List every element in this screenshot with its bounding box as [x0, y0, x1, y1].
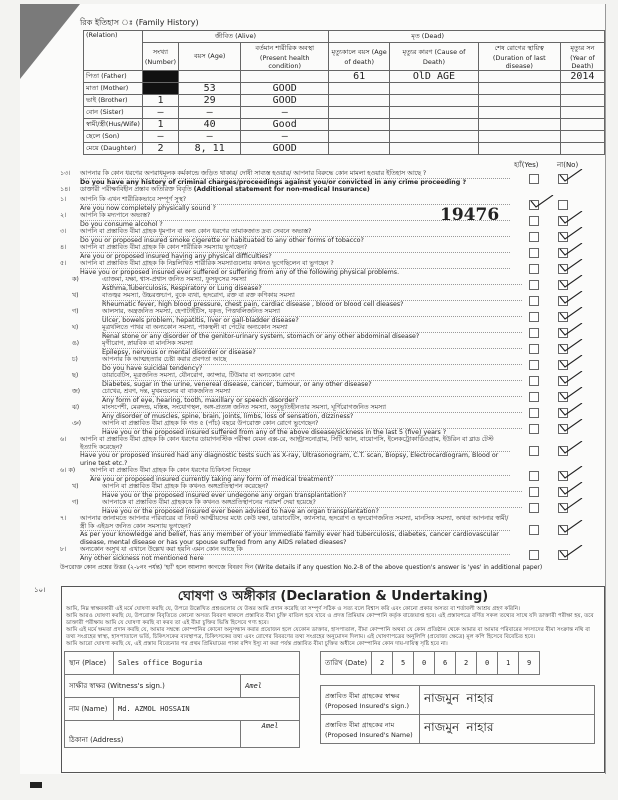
question-item — [60, 436, 605, 467]
date-digit[interactable]: 5 — [393, 652, 414, 675]
checkmark-icon — [559, 338, 583, 352]
cell-health[interactable]: GOOD — [241, 143, 329, 155]
question-number: ৬। — [60, 436, 67, 443]
cell-health[interactable]: GOOD — [241, 95, 329, 107]
cell-relation: মেয়ে (Daughter) — [84, 143, 143, 155]
insured-sign-label-bn: প্রস্তাবিত বীমা গ্রাহকের স্বাক্ষর — [325, 691, 400, 700]
question-en: Renal stone or any disorder of the genitor-urinary system, stomach or any other abdominal disease? — [102, 332, 420, 340]
question-en: Are you or proposed insured currently taking any form of medical treatment? — [90, 475, 334, 483]
cell-age-death[interactable] — [329, 95, 390, 107]
question-item — [60, 276, 605, 292]
cell-duration[interactable] — [478, 107, 560, 119]
checkmark-icon — [559, 465, 583, 479]
checkmark-icon — [559, 544, 583, 558]
col-health: বর্তমান শারীরিক অবস্থা (Present health condition) — [241, 43, 329, 71]
cell-year[interactable]: 2014 — [560, 71, 604, 83]
cell-duration[interactable] — [478, 119, 560, 131]
checkbox-yes[interactable] — [529, 280, 539, 290]
cell-number[interactable]: 1 — [142, 119, 178, 131]
cell-number[interactable] — [142, 83, 178, 95]
question-bn: আপনার কি আত্মহত্যার চেষ্টা করার প্রবণতা আছে — [102, 356, 522, 365]
checkmark-icon — [559, 497, 583, 511]
cell-cause[interactable] — [390, 83, 478, 95]
cell-cause[interactable] — [390, 143, 478, 155]
question-bn: আপনি বা প্রস্তাবিত বীমা গ্রাহক কি গত ৫ (পাঁচ) বছরে উপরোক্ত কোন রোগে ভুগেছেন? — [102, 420, 522, 429]
question-en: Have you or the proposed insured ever undegone any organ transplantation? — [102, 491, 347, 499]
place-witness-table — [64, 651, 300, 748]
question-item — [60, 420, 605, 436]
witness-label: সাক্ষীর স্বাক্ষর (Witness's sign.) — [65, 675, 241, 698]
question-bn: আপনি কি মদ্যপানে অভ্যস্ত? — [80, 212, 510, 221]
family-row — [84, 83, 605, 95]
question-en: Have you or the proposed insured ever been advised to have an organ transplantation? — [102, 507, 379, 515]
question-item — [60, 340, 605, 356]
declaration-title: ঘোষণা ও অঙ্গীকার (Declaration & Undertaking) — [177, 589, 489, 604]
question-item — [60, 196, 605, 212]
declaration-box — [61, 586, 605, 773]
declaration-para-2: আমি আরও ঘোষণা করছি যে, উপরোক্ত বিবৃতিতে কোনো অসত্য বিবরণ থাকলে প্রস্তাবিত বীমা চুক্তি বাতিল হয়ে যাবে ও প্রদত্ত প্রিমিয়াম কোম্পানি কর্তৃক বাজেয়াপ্ত হবে। এই প্রস্তাবপত্রে বর্ণিত সকল তথ্যের সাথে যদি ডাক্তারী পরীক্ষা হয়, তবে ডাক্তারী পরীক্ষায় আমি যে ঘোষণা করছি বা করব তা এই বীমা চুক্তির ভিত্তি হিসেবে গণ্য হবে। — [66, 613, 594, 626]
question-number: ৮। — [60, 546, 67, 553]
question-number: ১। — [60, 196, 67, 203]
checkmark-icon — [559, 440, 583, 454]
checkbox-yes[interactable] — [529, 392, 539, 402]
question-bn: আপনাকে বা প্রস্তাবিত বীমা গ্রাহককে কি কখনও অঙ্গপ্রতিস্থাপনের পরামর্শ দেয়া হয়েছে? — [102, 499, 522, 508]
question-number: ঙ) — [72, 340, 80, 347]
folded-corner — [20, 4, 80, 79]
checkbox-yes[interactable] — [529, 424, 539, 434]
checkbox-yes[interactable] — [529, 550, 539, 560]
checkmark-icon — [559, 354, 583, 368]
cell-health[interactable]: — — [241, 107, 329, 119]
cell-age-death[interactable] — [329, 83, 390, 95]
cell-relation: পিতা (Father) — [84, 71, 143, 83]
cell-year[interactable] — [560, 119, 604, 131]
insured-signature[interactable]: নাজমুন নাহার — [420, 686, 595, 715]
question-en: Do you or proposed insured smoke cigerette or habituated to any other forms of tobacco? — [80, 236, 364, 244]
question-bn: আপনি বা প্রস্তাবিত বীমা গ্রাহক ধূমপান বা অন্য কোন ধরণের তামাকজাত দ্রব্য সেবনে অভ্যস্ত? — [80, 228, 510, 237]
no-header: না(No) — [557, 161, 579, 169]
cell-relation: বোন (Sister) — [84, 107, 143, 119]
cell-health[interactable]: GOOD — [241, 83, 329, 95]
question-bn: আপনি বা প্রস্তাবিত বীমা গ্রাহক কি কোন ধরণের চিকিৎসা নিচ্ছেন — [90, 467, 510, 476]
col-number: সংখ্যা (Number) — [142, 43, 178, 71]
cell-number[interactable]: — — [142, 107, 178, 119]
question-bn: আপনি বা প্রস্তাবিত বীমা গ্রাহক কি কখনও অঙ্গপ্রতিস্থাপন করেছেন? — [102, 483, 522, 492]
cell-cause[interactable] — [390, 119, 478, 131]
cell-age-death[interactable] — [329, 119, 390, 131]
question-bn: আপনার কি কোন ধরণের অপরাধমূলক কর্মকান্ডে জড়িত থাকার/ দোষী সাব্যস্ত হওয়ার/ আপনার বিরুদ্ধে কোন মামলা হওয়ার ইতিহাস আছে ? — [80, 170, 510, 179]
question-number: গ) — [72, 499, 79, 506]
cell-age[interactable] — [179, 71, 241, 83]
cell-cause[interactable]: OlD AGE — [390, 71, 478, 83]
question-bn: আলসার, অন্ত্রজনিত সমস্যা, হেপাটাইটিস, যকৃত, পিত্তথলিজনিত সমস্যা — [102, 308, 522, 317]
checkmark-icon — [559, 402, 583, 416]
checkbox-yes[interactable] — [529, 296, 539, 306]
question-bn: আপনি বা প্রস্তাবিত বীমা গ্রাহক কি কোন শারীরিক সমস্যায় ভুগছেন? — [80, 244, 510, 253]
question-bn: মৃগীরোগ, স্নায়বিক বা মানসিক সমস্যা — [102, 340, 522, 349]
question-item — [60, 292, 605, 308]
cell-age-death[interactable] — [329, 131, 390, 143]
question-en: As per your knowledge and belief, has any member of your immediate family ever had tuberculosis, diabetes, cancer cardiovascular disease, mental disease or has your spouse suffered from any AIDS related dieases? — [80, 531, 499, 546]
checkbox-yes[interactable] — [529, 216, 539, 226]
alive-header: জীবিত (Alive) — [142, 31, 328, 43]
col-age: বয়স (Age) — [179, 43, 241, 71]
question-en: Do you have suicidal tendency? — [102, 364, 203, 372]
checkmark-icon — [559, 481, 583, 495]
checkbox-yes[interactable] — [529, 312, 539, 322]
question-en: (Additional statement for non-medical Insurance) — [193, 186, 370, 193]
scan-mark — [30, 782, 42, 788]
date-digit[interactable]: 9 — [519, 652, 540, 675]
insured-name-label-en: (Proposed Insured's Name) — [325, 730, 413, 739]
question-item — [60, 308, 605, 324]
date-digit[interactable]: 6 — [435, 652, 456, 675]
question-number: ক) — [72, 276, 79, 283]
checkbox-yes[interactable] — [529, 471, 539, 481]
name-value[interactable]: Md. AZMOL HOSSAIN — [114, 698, 300, 721]
question-en: Do you have any history of criminal charges/proceedings against you/or convicted in any crime proceeding ? — [80, 178, 467, 186]
question-bn: আপনি কি এখন শারীরিকভাবে সম্পূর্ণ সুস্থ? — [80, 196, 510, 205]
question-number: ঞ) — [72, 420, 82, 427]
cell-age[interactable]: — — [179, 107, 241, 119]
checkbox-no[interactable] — [558, 200, 568, 210]
cell-relation: ছেলে (Son) — [84, 131, 143, 143]
place-value[interactable]: Sales office Boguria — [114, 652, 300, 675]
col-relation: (Relation) — [84, 31, 143, 71]
question-number: ঘ) — [72, 324, 79, 331]
question-item — [60, 170, 605, 186]
question-en: Epilepsy, nervous or mental disorder or disease? — [102, 348, 256, 356]
checkmark-icon — [559, 418, 583, 432]
checkmark-icon — [559, 226, 583, 240]
cell-cause[interactable] — [390, 95, 478, 107]
checkmark-icon — [559, 290, 583, 304]
checkbox-yes[interactable] — [529, 248, 539, 258]
cell-year[interactable] — [560, 83, 604, 95]
checkbox-yes[interactable] — [529, 174, 539, 184]
question-item — [60, 324, 605, 340]
question-en: Diabetes, sugar in the urine, venereal disease, cancer, tumour, or any other disease? — [102, 380, 372, 388]
cell-year[interactable] — [560, 107, 604, 119]
checkbox-yes[interactable] — [529, 408, 539, 418]
cell-number[interactable] — [142, 71, 178, 83]
question-number: ১৩। — [60, 170, 71, 177]
place-label: স্থান (Place) — [65, 652, 114, 675]
checkbox-yes[interactable] — [529, 487, 539, 497]
question-number: ২। — [60, 212, 67, 219]
question-bn: মাংসপেশী, মেরুদন্ড, মস্তিষ্ক, সংযোগস্থল, অঙ্গ-প্রত্যঙ্গ জনিত সমস্যা, অনুভূতিহীনতার সমস্যা, ঘূর্ণিরোগজনিত সমস্যা — [102, 404, 522, 413]
question-en: Any other sickness not mentioned here — [80, 554, 204, 562]
checkbox-yes[interactable] — [529, 344, 539, 354]
question-bn: মূত্রথলিতে পাথর বা অন্যকোন সমস্যা, পাকস্থলী বা পেটের অন্যকোন সমস্যা — [102, 324, 522, 333]
question-number: গ) — [72, 308, 79, 315]
question-item — [60, 546, 605, 562]
name-label: নাম (Name) — [65, 698, 114, 721]
question-item — [60, 404, 605, 420]
question-number: ৪। — [60, 244, 67, 251]
question-bn: এ্যাজমা, যক্ষা, শ্বাস-প্রশ্বাস জনিত সমস্যা, ফুসফুসের সমস্যা — [102, 276, 522, 285]
question-number: ৫। — [60, 260, 67, 267]
cell-health[interactable]: — — [241, 131, 329, 143]
declaration-number: ১০। — [34, 586, 46, 594]
question-en: Have you or the proposed insured suffered from any of the above disease/sickness in the last 5 (five) years ? — [102, 428, 447, 436]
family-row — [84, 131, 605, 143]
insured-table — [320, 685, 595, 744]
cell-duration[interactable] — [478, 83, 560, 95]
yes-header: হ্যাঁ(Yes) — [514, 161, 539, 169]
col-cause: মৃত্যুর কারণ (Cause of Death) — [390, 43, 478, 71]
question-number: ঝ) — [72, 404, 80, 411]
question-en: Ulcer, bowels problem, hepatitis, liver or gall-bladder disease? — [102, 316, 299, 324]
dead-header: মৃত (Dead) — [329, 31, 605, 43]
question-item — [60, 260, 605, 276]
question-number: ১৪। — [60, 186, 71, 193]
cell-number[interactable]: 1 — [142, 95, 178, 107]
date-digit[interactable]: 2 — [372, 652, 393, 675]
cell-number[interactable]: — — [142, 131, 178, 143]
checkmark-icon — [559, 306, 583, 320]
question-en: Have you or proposed insured ever suffered or suffering from any of the following physical problems. — [80, 268, 400, 276]
cell-relation: স্বামী/স্ত্রী(Hus/Wife) — [84, 119, 143, 131]
cell-health[interactable] — [241, 71, 329, 83]
question-item — [60, 244, 605, 260]
family-history-table — [83, 30, 605, 155]
additional-note: উপরোক্ত কোন প্রশ্নের উত্তর (২-৮নং পর্যন্ত) 'হ্যাঁ' হলে আলাদা কাগজে বিবরণ দিন (Write details if any question No.2-8 of the above question's answer is 'yes' in additional paper) — [60, 564, 543, 571]
checkmark-icon — [559, 258, 583, 272]
checkmark-icon — [559, 370, 583, 384]
cell-health[interactable]: Good — [241, 119, 329, 131]
cell-age[interactable]: 29 — [179, 95, 241, 107]
family-row — [84, 95, 605, 107]
question-number: ৬। ক) — [60, 467, 76, 474]
cell-relation: ভাই (Brother) — [84, 95, 143, 107]
cell-age-death[interactable] — [329, 143, 390, 155]
checkmark-icon — [559, 519, 583, 533]
question-en: Do you consume alcohol ? — [80, 220, 163, 228]
col-age-death: মৃত্যুকালে বয়স (Age of death) — [329, 43, 390, 71]
cell-age[interactable]: 40 — [179, 119, 241, 131]
checkbox-yes[interactable] — [529, 446, 539, 456]
question-bn: আপনি বা প্রস্তাবিত বীমা গ্রাহক কি কোন ধরণের ডায়াগনস্টিক পরীক্ষা যেমন এক্স-রে, আল্ট্রাসনোগ্রাম, সিটি স্ক্যান, বায়োপসি, ইলেকট্রোকার্ডিওগ্রাম, ইউরিন বা ব্লাড টেস্ট ইত্যাদি করেছেন? — [80, 436, 510, 452]
declaration-para-3: আমি এই মর্মে ক্ষমতা প্রদান করছি যে, আমার সম্বন্ধে কোম্পানির কোনো অনুসন্ধান করার প্রয়োজন হলে যেকোন ডাক্তার, হাসপাতাল, বীমা কোম্পানি অথবা যে কোন প্রতিষ্ঠান থেকে আমার বা আমার পরিবারের সদস্যদের বীমা সংক্রান্ত নথি বা তথ্য সংগ্রহের স্বাস্থ্য, হাসপাতালে ভর্তি, চিকিৎসকের ব্যবস্থাপত্র, চিকিৎসকের তথ্য এবং রোগের বিবরণের তথ্য সংগ্রহের অনুমোদন দিলাম। এই ঘোষণাপত্রের অনুলিপি (প্রযোজ্য ক্ষেত্রে) মূল কপি হিসেবে বিবেচিত হবে। — [66, 627, 590, 640]
checkbox-yes[interactable] — [529, 232, 539, 242]
question-item — [60, 228, 605, 244]
cell-duration[interactable] — [478, 143, 560, 155]
cell-cause[interactable] — [390, 107, 478, 119]
address-label: ঠিকানা (Address) — [65, 721, 241, 748]
question-en: Asthma,Tuberculosis, Respiratory or Lung disease? — [102, 284, 262, 292]
name-signature[interactable]: Amel — [241, 721, 300, 748]
date-digit[interactable]: 0 — [414, 652, 435, 675]
cell-age[interactable]: — — [179, 131, 241, 143]
cell-duration[interactable] — [478, 71, 560, 83]
cell-duration[interactable] — [478, 95, 560, 107]
question-item — [60, 388, 605, 404]
question-item — [60, 356, 605, 372]
insured-name-label-bn: প্রস্তাবিত বীমা গ্রাহকের নাম — [325, 720, 395, 729]
question-bn: আপনার জানামতে আপনার পরিবারের বা নিকট আত্মীয়দের মধ্যে কেউ যক্ষা, ডায়াবেটিস, ক্যানসার, হৃদরোগ ও হৃদরোগজনিত সমস্যা, মানসিক সমস্যা, অথবা আপনার স্বামী/স্ত্রী কি এইডস জনিত কোন সমস্যায় ভুগছেন? — [80, 515, 509, 530]
col-year: মৃত্যুর সন (Year of Death) — [560, 43, 604, 71]
checkmark-icon — [530, 194, 554, 208]
question-bn: বাতজ্বর সমস্যা, উচ্চরক্তচাপ, বুকে ব্যথা, হৃদরোগ, রক্ত বা রক্ত কণিকায় সমস্যা — [102, 292, 522, 301]
family-row — [84, 119, 605, 131]
checkbox-yes[interactable] — [529, 525, 539, 535]
family-row — [84, 143, 605, 155]
cell-duration[interactable] — [478, 131, 560, 143]
cell-age-death[interactable] — [329, 107, 390, 119]
question-en: Are you now completely physically sound ? — [80, 204, 216, 212]
cell-year[interactable] — [560, 143, 604, 155]
declaration-para-1: আমি, নিম্ন স্বাক্ষরকারী এই মর্মে ঘোষণা করছি যে, উপরে উল্লেখিত প্রশ্নগুলোর যে উত্তর আমি প্রদান করেছি তা সম্পূর্ণ সঠিক ও সত্য বলে বিশ্বাস করি এবং কোনো প্রকার অসত্য বা শর্তাবলী আশ্রয় গ্রহণ করিনি। — [66, 606, 521, 612]
date-label: তারিখ (Date) — [321, 652, 372, 675]
family-row — [84, 107, 605, 119]
form-sheet — [20, 4, 606, 774]
checkmark-icon — [559, 210, 583, 224]
checkbox-yes[interactable] — [529, 503, 539, 513]
question-bn: ডাক্তারী পরীক্ষাবিহীন প্রস্তাব অতিরিক্ত বিবৃতি — [80, 186, 192, 193]
family-history-title: রিক ইতিহাস ঃ (Family History) — [80, 18, 199, 27]
checkmark-icon — [559, 168, 583, 182]
question-item — [60, 212, 605, 228]
question-number: জ) — [72, 388, 81, 395]
witness-signature[interactable]: Amel — [241, 675, 300, 698]
checkmark-icon — [559, 386, 583, 400]
date-digit[interactable]: 1 — [498, 652, 519, 675]
checkbox-yes[interactable] — [529, 376, 539, 386]
family-row — [84, 71, 605, 83]
question-item — [60, 372, 605, 388]
cell-year[interactable] — [560, 95, 604, 107]
question-number: ছ) — [72, 372, 79, 379]
date-table — [320, 651, 540, 675]
question-item — [60, 483, 605, 499]
questions-list — [60, 170, 605, 572]
question-item — [60, 467, 605, 483]
question-bn: চোখের, শ্রবণ, দন্ত, মুখমন্ডলের বা বাকজনিত সমস্যা — [102, 388, 522, 397]
cell-relation: মাতা (Mother) — [84, 83, 143, 95]
stamp-number: 19476 — [440, 205, 500, 225]
cell-age-death[interactable]: 61 — [329, 71, 390, 83]
question-number: খ) — [72, 292, 79, 299]
checkbox-yes[interactable] — [529, 360, 539, 370]
question-number: চ) — [72, 356, 78, 363]
checkmark-icon — [559, 242, 583, 256]
date-digit[interactable]: 2 — [456, 652, 477, 675]
cell-cause[interactable] — [390, 131, 478, 143]
checkmark-icon — [559, 274, 583, 288]
cell-age[interactable]: 53 — [179, 83, 241, 95]
insured-name-value[interactable]: নাজমুন নাহার — [420, 715, 595, 744]
question-en: Have you or proposed insured had any diagnostic tests such as X-ray, Ultrasonogram, C.T. scan, Biopsy, Electrocardiogram, Blood or urine test etc.? — [80, 452, 499, 467]
question-number: ৩। — [60, 228, 67, 235]
question-en: Any form of eye, hearing, tooth, maxillary or speech disorder? — [102, 396, 299, 404]
cell-number[interactable]: 2 — [142, 143, 178, 155]
question-item — [60, 515, 605, 546]
checkmark-icon — [559, 322, 583, 336]
declaration-para-4: আমি আরো ঘোষণা করছি যে, এই প্রস্তাব বিবেচনার পর প্রথম প্রিমিয়ামের পাকা রশিদ ইস্যু না করা পর্যন্ত প্রস্তাবিত বীমা চুক্তির অধীনে কোম্পানির কোন দায়-দায়িত্ব সৃষ্টি হবে না। — [66, 641, 448, 647]
date-digit[interactable]: 0 — [477, 652, 498, 675]
question-bn: অন্যকোন অসুখ যা এখানে উল্লেখ করা হয়নি এমন কোন আছে কি — [80, 546, 510, 555]
question-en: Rheumatic fever, high blood pressure, chest pain, cardiac disease , blood or blood cell dieases? — [102, 300, 404, 308]
question-item — [60, 186, 605, 196]
question-en: Are you or proposed insured having any physical difficulties? — [80, 252, 272, 260]
question-number: খ) — [72, 483, 79, 490]
question-item — [60, 499, 605, 515]
question-number: ৭। — [60, 515, 67, 522]
checkbox-yes[interactable] — [529, 328, 539, 338]
insured-sign-label-en: (Proposed Insured's sign.) — [325, 701, 410, 710]
question-en: Any disorder of muscles, spine, brain, joints, limbs, loss of sensation, dizziness? — [102, 412, 354, 420]
checkbox-yes[interactable] — [529, 264, 539, 274]
question-bn: আপনি বা প্রস্তাবিত বীমা গ্রাহক কি নিম্নলিখিত শারীরিক সমস্যাগুলোয় কখনও ভুগেছিলেন বা ভুগছেন ? — [80, 260, 510, 269]
question-bn: ডায়াবেটিস, মূত্রজনিত সমস্যা, যৌনরোগ, ক্যান্সার, টিউমার বা অন্যকোন রোগ — [102, 372, 522, 381]
cell-year[interactable] — [560, 131, 604, 143]
cell-age[interactable]: 8, 11 — [179, 143, 241, 155]
col-duration: শেষ রোগের স্থায়িত্ব (Duration of last disease) — [478, 43, 560, 71]
